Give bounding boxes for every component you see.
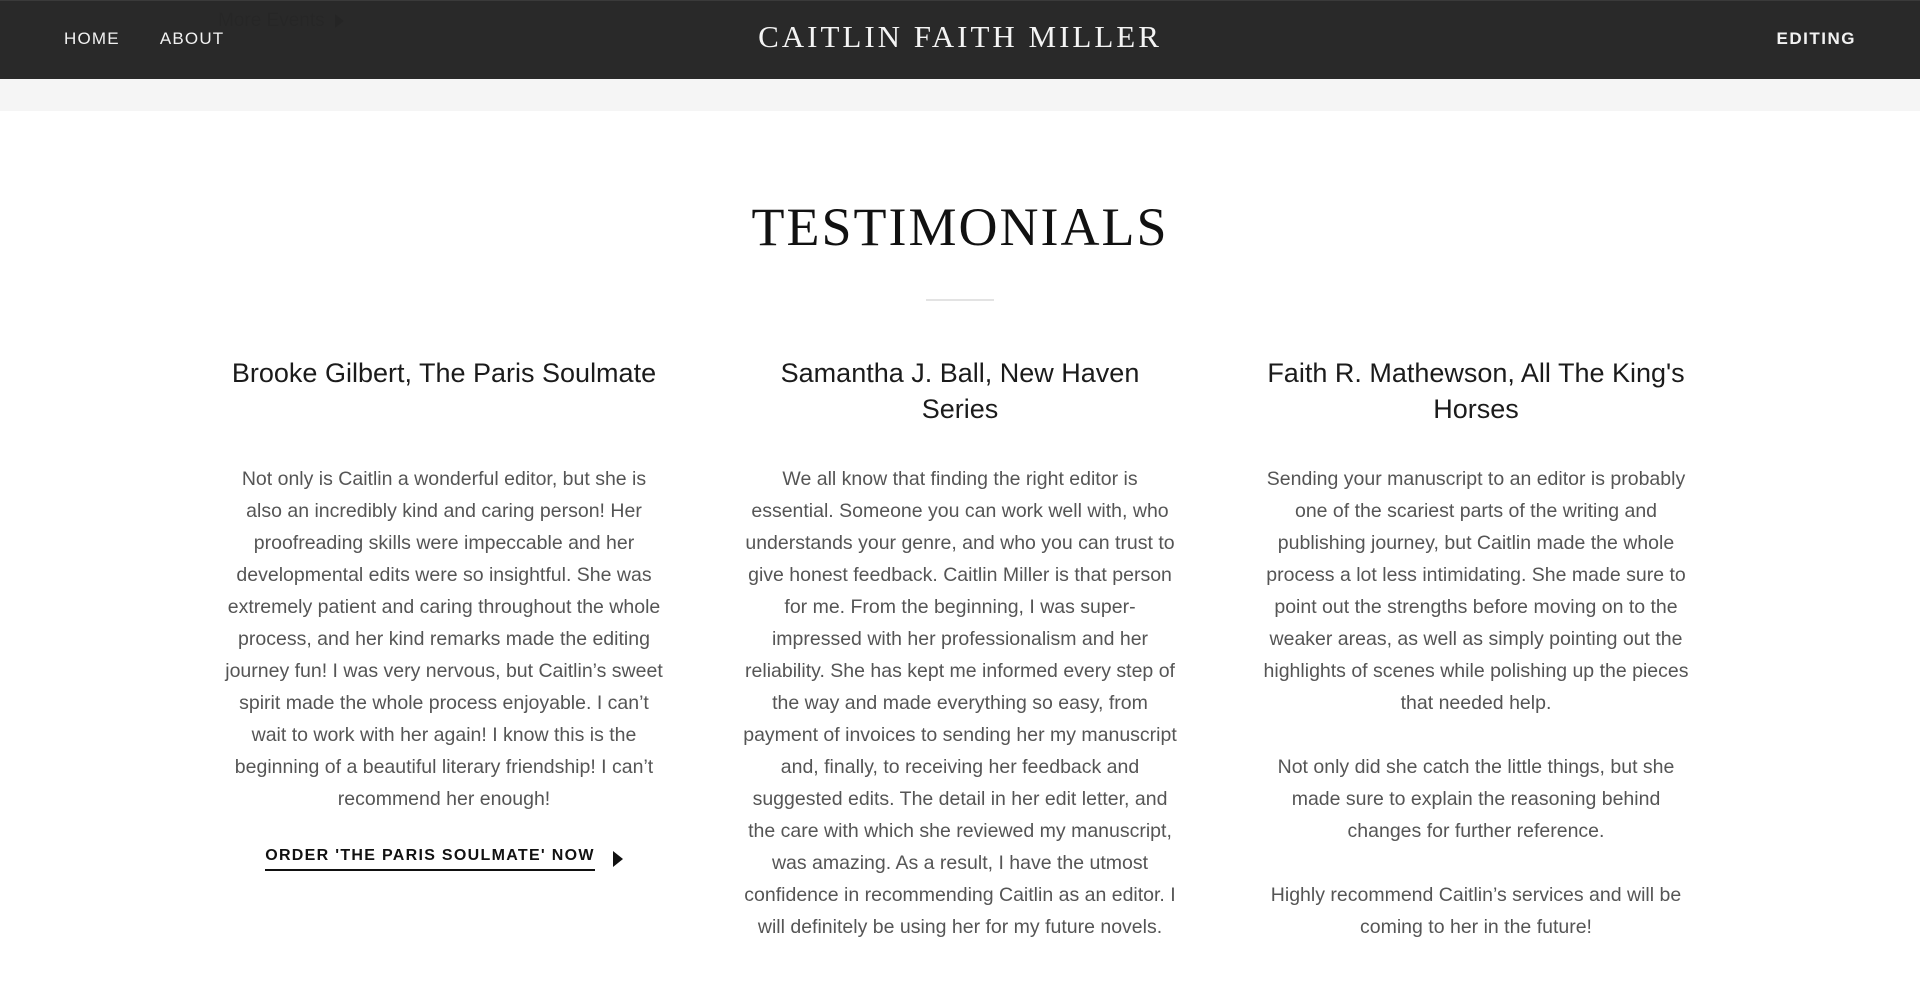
testimonial-author: Faith R. Mathewson, All The King's Horses [1267, 358, 1685, 424]
testimonial-paragraph: Sending your manuscript to an editor is probably one of the scariest parts of the writing and publishing journey, but Caitlin made the whole process a lot less intimidating. She made sure to point out the strengths before moving on to the weaker areas, as well as simply pointing out the highlights of scenes while polishing up the pieces that needed help. [1263, 468, 1689, 714]
caret-right-icon [613, 851, 623, 867]
section-heading: TESTIMONIALS [751, 197, 1169, 257]
testimonial-paragraph: Not only is Caitlin a wonderful editor, but she is also an incredibly kind and caring person! Her proofreading skills were impeccable and her developmental edits were so insightful. She was extremely patient and caring throughout the whole process, and her kind remarks made the editing journey fun! I was very nervous, but Caitlin’s sweet spirit made the whole process enjoyable. I can’t wait to work with her again! I know this is the beginning of a beautiful literary friendship! I can’t recommend her enough! [225, 468, 663, 810]
order-book-label: ORDER 'THE PARIS SOULMATE' NOW [265, 847, 595, 871]
nav-about-link[interactable]: ABOUT [159, 29, 225, 48]
section-separator-band [0, 78, 1920, 111]
testimonial-quote [740, 463, 1180, 943]
testimonial-paragraph: We all know that finding the right editor is essential. Someone you can work well with, who understands your genre, and who you can trust to give honest feedback. Caitlin Miller is that person for me. From the beginning, I was super-impressed with her professionalism and her reliability. She has kept me informed every step of the way and made everything so easy, from payment of invoices to sending her my manuscript and, finally, to receiving her feedback and suggested edits. The detail in her edit letter, and the care with which she reviewed my manuscript, was amazing. As a result, I have the utmost confidence in recommending Caitlin as an editor. I will definitely be using her for my future novels. [743, 468, 1177, 938]
secondary-nav [1777, 29, 1856, 49]
site-title[interactable]: CAITLIN FAITH MILLER [758, 19, 1162, 54]
testimonial-card [740, 355, 1180, 975]
testimonial-quote [1256, 463, 1696, 943]
site-header [0, 0, 1920, 79]
testimonial-paragraph: Not only did she catch the little things, but she made sure to explain the reasoning behind changes for further reference. [1277, 756, 1675, 842]
nav-editing-link[interactable]: EDITING [1776, 29, 1856, 48]
testimonial-card [1256, 355, 1696, 975]
testimonial-card [224, 355, 664, 871]
order-book-button[interactable] [265, 847, 623, 871]
testimonial-paragraph: Highly recommend Caitlin’s services and will be coming to her in the future! [1270, 884, 1682, 938]
heading-divider [926, 299, 994, 301]
testimonial-author: Samantha J. Ball, New Haven Series [780, 358, 1140, 424]
testimonial-quote [224, 463, 664, 815]
testimonial-author: Brooke Gilbert, The Paris Soulmate [231, 358, 657, 388]
nav-home-link[interactable]: HOME [64, 29, 120, 48]
